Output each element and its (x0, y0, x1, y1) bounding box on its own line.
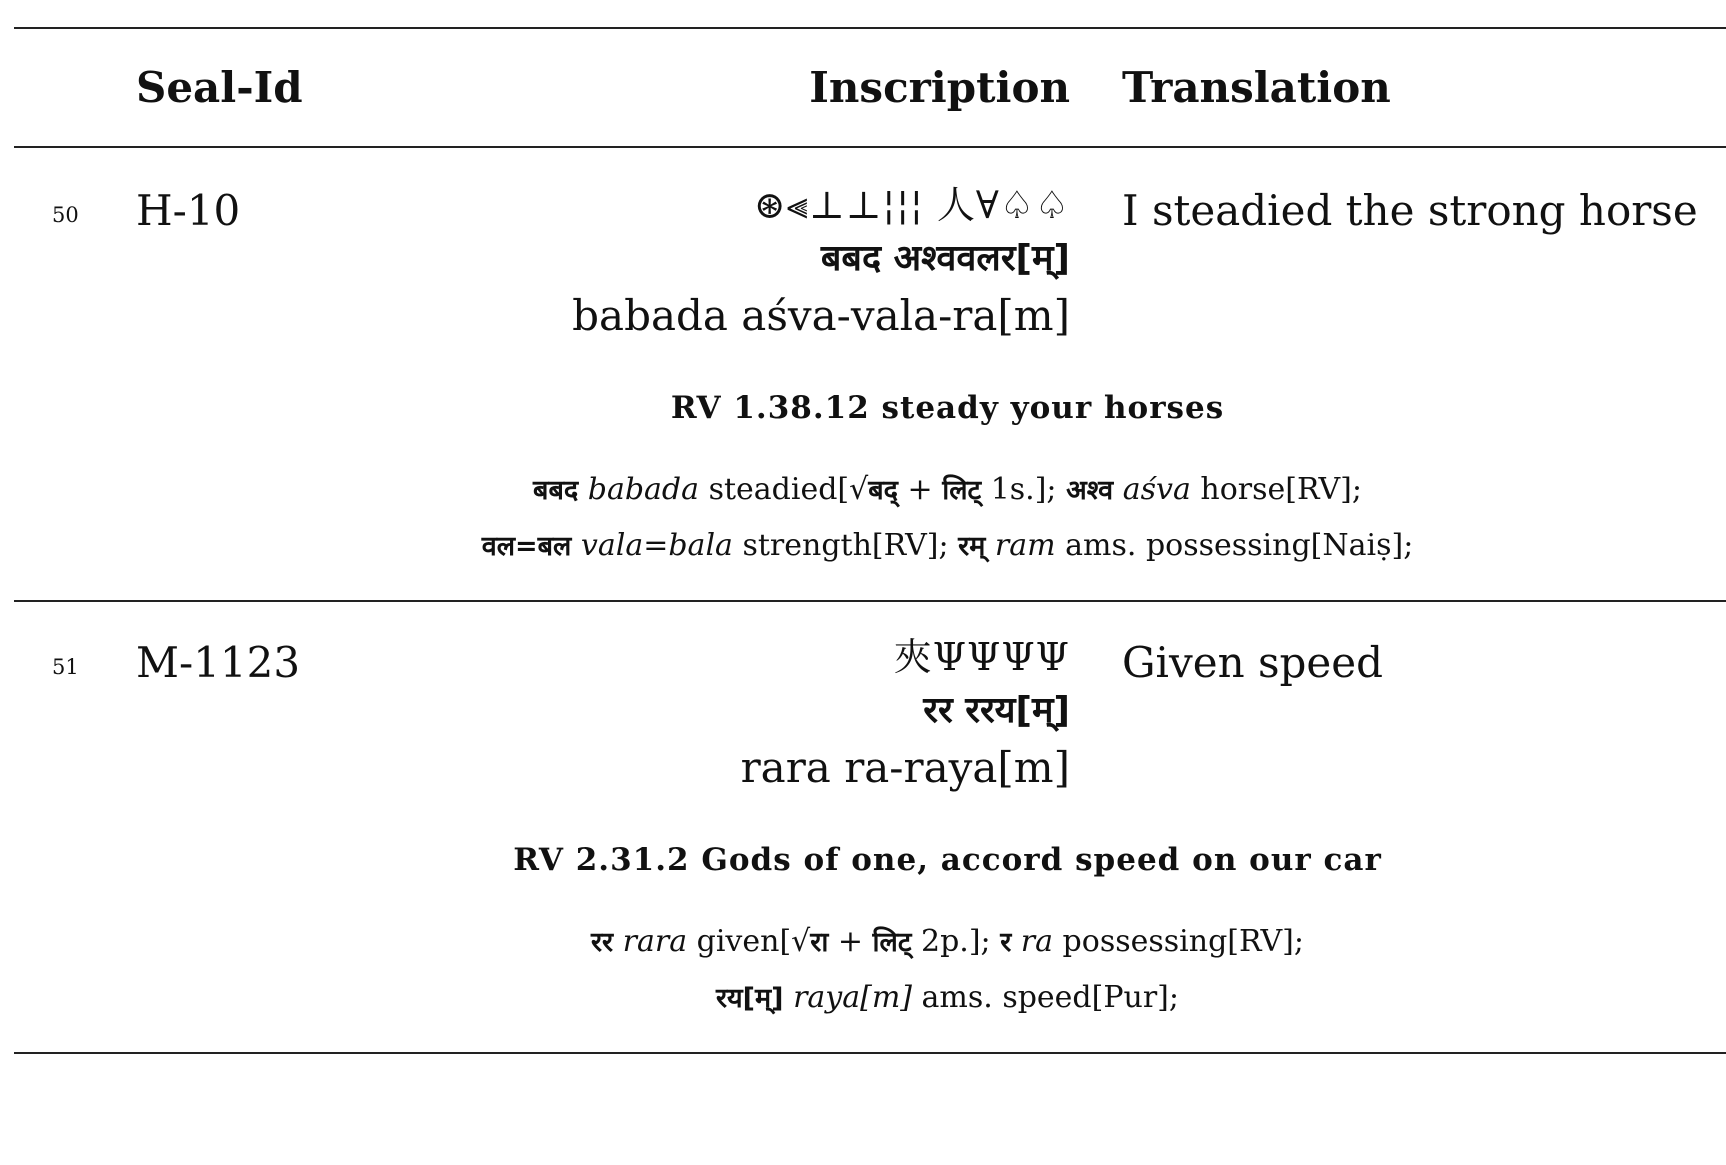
gloss-devanagari: लिट् (942, 475, 982, 506)
gloss-text: given[√ (687, 924, 811, 959)
gloss-text: 1s.]; (981, 472, 1067, 507)
devanagari-reading: रर ररय[म्] (923, 690, 1070, 731)
gloss-devanagari: रा (810, 927, 829, 958)
gloss-devanagari: र (1000, 927, 1012, 958)
gloss-devanagari: बबद (533, 475, 579, 506)
gloss-text: ams. speed[Pur]; (911, 980, 1179, 1015)
indus-script-glyphs: 夾ΨΨΨΨ (893, 635, 1070, 679)
gloss-devanagari: रय[म्] (715, 983, 784, 1014)
gloss-text: horse[RV]; (1190, 472, 1362, 507)
gloss-devanagari: बद् (868, 475, 899, 506)
seal-id-cell: M-1123 (136, 638, 301, 687)
gloss-text (613, 924, 623, 959)
gloss-text: possessing[RV]; (1053, 924, 1304, 959)
transliteration: babada aśva-vala-ra[m] (572, 291, 1070, 340)
gloss-transliteration: ra (1020, 924, 1054, 959)
gloss-text: + (828, 924, 873, 959)
devanagari-reading: बबद अश्ववलर[म्] (820, 238, 1070, 279)
gloss-text: steadied[√ (699, 472, 869, 507)
gloss-line (0, 462, 1726, 519)
gloss-transliteration: vala=bala (580, 528, 733, 563)
gloss-transliteration: rara (622, 924, 688, 959)
gloss-transliteration: aśva (1122, 472, 1191, 507)
gloss-line (0, 914, 1726, 971)
gloss-devanagari: वल=बल (481, 531, 572, 562)
gloss-transliteration: ram (994, 528, 1056, 563)
row-number: 50 (52, 203, 79, 227)
gloss-text (571, 528, 581, 563)
translation-cell: Given speed (1122, 638, 1384, 687)
gloss-devanagari: अश्व (1066, 475, 1114, 506)
gloss-text: strength[RV]; (732, 528, 959, 563)
gloss-text (784, 980, 794, 1015)
table-bottom-rule (14, 1052, 1726, 1054)
gloss-transliteration: raya[m] (793, 980, 912, 1015)
inscription-cell (741, 632, 1070, 796)
gloss-text (1011, 924, 1021, 959)
translation-cell: I steadied the strong horse (1122, 186, 1698, 235)
row-number: 51 (52, 655, 79, 679)
gloss-text: 2p.]; (911, 924, 1001, 959)
gloss-text (578, 472, 588, 507)
gloss-text: ams. possessing[Naiṣ]; (1055, 528, 1414, 563)
gloss-devanagari: रर (591, 927, 614, 958)
gloss-text (985, 528, 995, 563)
indus-script-glyphs: ⊛⫷⊥⊥¦¦¦ 人∀♤♤ (753, 183, 1070, 227)
table-top-rule (14, 27, 1726, 29)
transliteration: rara ra-raya[m] (740, 743, 1070, 792)
gloss-transliteration: babada (587, 472, 700, 507)
rigveda-reference: RV 1.38.12 steady your horses (670, 390, 1225, 426)
gloss-text: + (898, 472, 943, 507)
gloss-devanagari: रम् (958, 531, 986, 562)
header-inscription: Inscription (809, 63, 1070, 112)
rigveda-reference: RV 2.31.2 Gods of one, accord speed on our car (513, 842, 1382, 878)
row-separator-rule (14, 600, 1726, 602)
inscription-cell (572, 180, 1070, 344)
header-translation: Translation (1122, 63, 1391, 112)
header-bottom-rule (14, 146, 1726, 148)
gloss-text (1113, 472, 1123, 507)
header-seal-id: Seal-Id (136, 63, 303, 112)
gloss-line (0, 970, 1726, 1027)
gloss-devanagari: लिट् (872, 927, 912, 958)
seal-id-cell: H-10 (136, 186, 241, 235)
gloss-line (0, 518, 1726, 575)
